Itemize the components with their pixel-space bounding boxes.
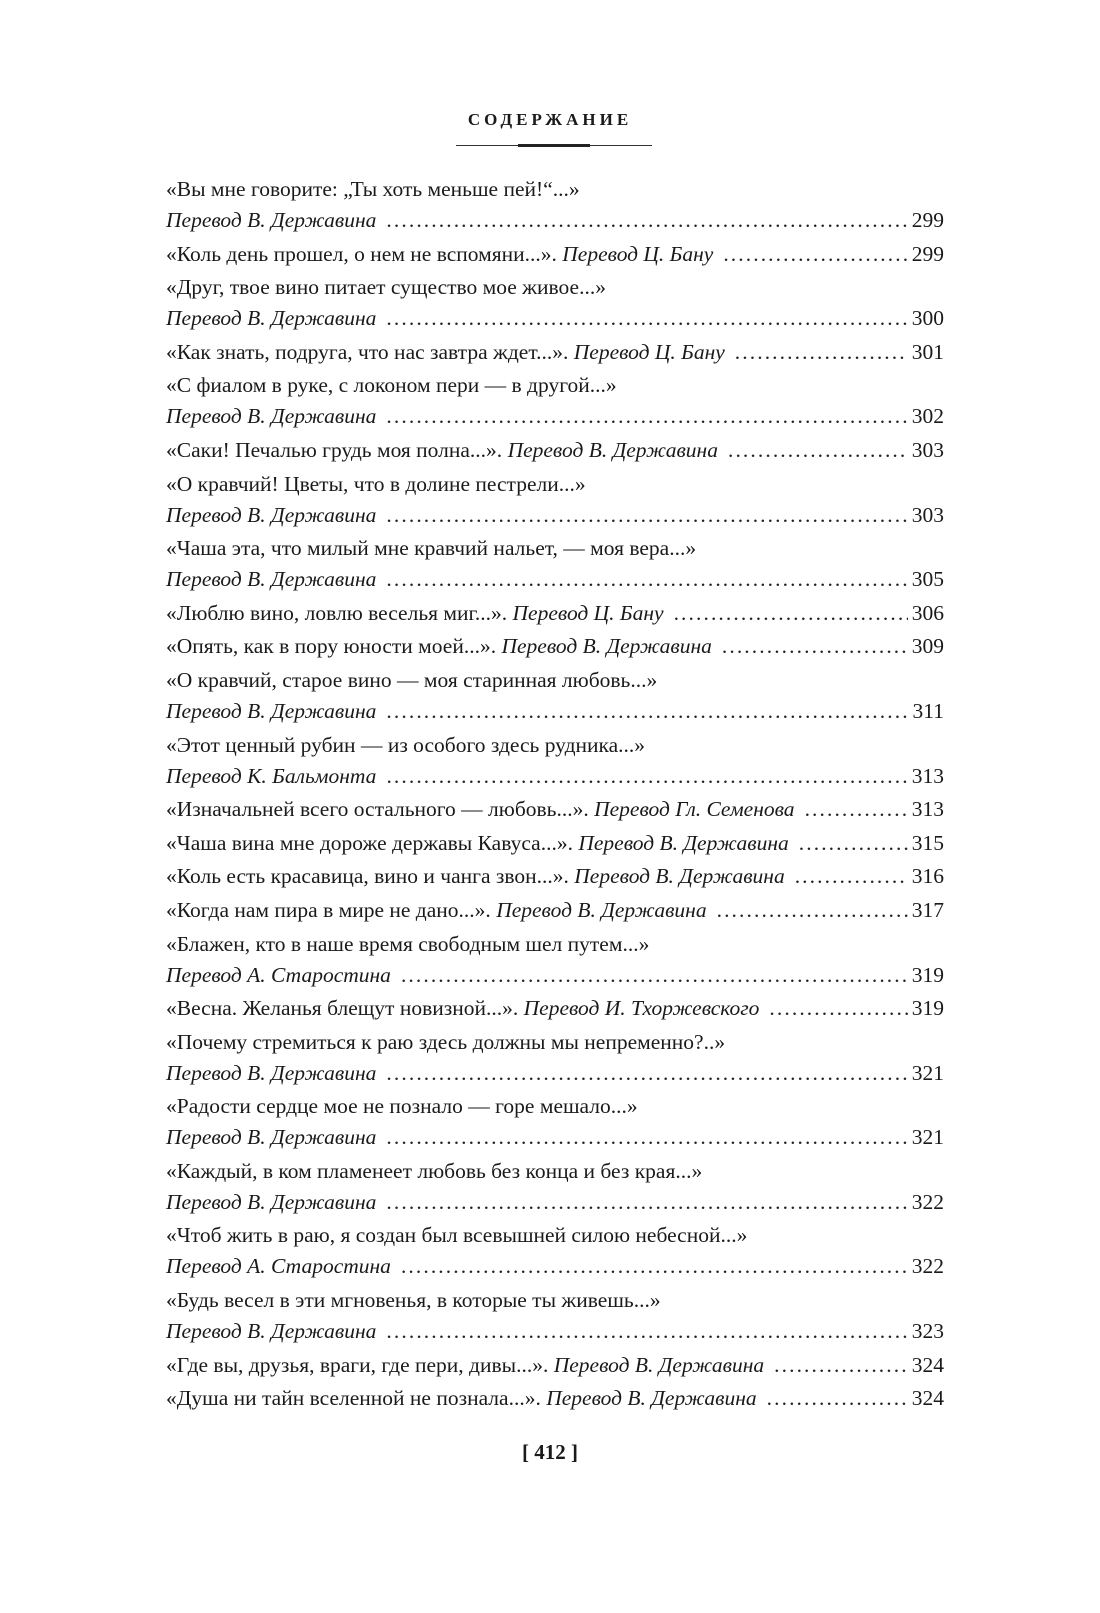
- dot-leader: [386, 205, 907, 236]
- translator: Перевод И. Тхоржевского: [523, 996, 760, 1021]
- poem-title: «Друг, твое вино питает существо мое живое...»: [166, 275, 606, 300]
- translator: Перевод В. Державина: [166, 698, 377, 723]
- dot-leader: [386, 1316, 907, 1347]
- head-rule-accent: [518, 144, 590, 147]
- dot-leader: [386, 500, 907, 531]
- dot-leader: [386, 1058, 907, 1089]
- toc-entry-translator-line: [166, 564, 944, 595]
- poem-title: «Этот ценный рубин — из особого здесь рудника...»: [166, 732, 646, 757]
- toc-entry: [166, 1350, 944, 1381]
- running-head: СОДЕРЖАНИЕ: [467, 110, 633, 129]
- page-ref: 313: [911, 797, 944, 822]
- translator: Перевод В. Державина: [166, 567, 377, 592]
- page-ref: 316: [911, 864, 944, 889]
- toc-entry-translator-line: [166, 1316, 944, 1347]
- page-ref: 302: [911, 404, 944, 429]
- dot-leader: [386, 401, 907, 432]
- poem-title: «Чтоб жить в раю, я создан был всевышней силою небесной...»: [166, 1223, 748, 1248]
- page-ref: 313: [911, 763, 944, 788]
- translator: Перевод В. Державина: [501, 634, 712, 659]
- toc-entry-translator-line: [166, 696, 944, 727]
- dot-leader: [386, 303, 907, 334]
- page-ref: 309: [911, 634, 944, 659]
- dot-leader: [401, 1251, 908, 1282]
- translator: Перевод В. Державина: [507, 437, 718, 462]
- toc-entry: [166, 1383, 944, 1414]
- poem-title: «Весна. Желанья блещут новизной...».: [166, 996, 519, 1021]
- translator: Перевод В. Державина: [574, 864, 785, 889]
- translator: Перевод В. Державина: [166, 404, 377, 429]
- page-ref: 317: [911, 897, 944, 922]
- poem-title: «Каждый, в ком пламенеет любовь без конца и без края...»: [166, 1158, 703, 1183]
- page-ref: 324: [911, 1352, 944, 1377]
- toc-entry-title-line: [166, 1220, 944, 1251]
- poem-title: «Чаша вина мне дороже державы Кавуса...».: [166, 830, 573, 855]
- toc-entry-line: [166, 1383, 944, 1414]
- toc-entry: [166, 337, 944, 368]
- page-ref: 321: [911, 1060, 944, 1085]
- dot-leader: [767, 1383, 908, 1414]
- table-of-contents: [166, 174, 944, 1417]
- toc-entry-title-line: [166, 370, 944, 401]
- toc-entry: [166, 598, 944, 629]
- toc-entry-translator-line: [166, 1251, 944, 1282]
- poem-title: «Вы мне говорите: „Ты хоть меньше пей!“...»: [166, 177, 580, 201]
- toc-entry-translator-line: [166, 960, 944, 991]
- toc-entry-translator-line: [166, 1122, 944, 1153]
- toc-entry: [166, 1091, 944, 1153]
- page-ref: 322: [911, 1254, 944, 1279]
- dot-leader: [799, 828, 908, 859]
- translator: Перевод В. Державина: [578, 830, 789, 855]
- dot-leader: [386, 696, 908, 727]
- toc-entry: [166, 895, 944, 926]
- poem-title: «Когда нам пира в мире не дано...».: [166, 897, 491, 922]
- toc-entry-translator-line: [166, 401, 944, 432]
- dot-leader: [674, 598, 908, 629]
- translator: Перевод К. Бальмонта: [166, 763, 377, 788]
- poem-title: «Будь весел в эти мгновенья, в которые ты живешь...»: [166, 1288, 661, 1313]
- page-ref: 299: [911, 208, 944, 232]
- toc-entry-title-line: [166, 174, 944, 205]
- poem-title: «Коль есть красавица, вино и чанга звон...».: [166, 864, 569, 889]
- toc-entry-line: [166, 794, 944, 825]
- toc-entry: [166, 272, 944, 334]
- toc-entry-translator-line: [166, 1187, 944, 1218]
- toc-entry: [166, 435, 944, 466]
- dot-leader: [386, 761, 907, 792]
- dot-leader: [728, 435, 908, 466]
- toc-entry-line: [166, 631, 944, 662]
- toc-entry-title-line: [166, 272, 944, 303]
- toc-entry-line: [166, 598, 944, 629]
- toc-entry-title-line: [166, 1285, 944, 1316]
- toc-entry: [166, 174, 944, 236]
- toc-entry-line: [166, 435, 944, 466]
- poem-title: «Где вы, друзья, враги, где пери, дивы...».: [166, 1352, 549, 1377]
- translator: Перевод А. Старостина: [166, 1254, 391, 1279]
- dot-leader: [805, 794, 908, 825]
- toc-entry: [166, 730, 944, 792]
- dot-leader: [723, 239, 907, 270]
- translator: Перевод Ц. Бану: [573, 339, 725, 364]
- translator: Перевод В. Державина: [553, 1352, 765, 1377]
- page-ref: 303: [911, 437, 944, 462]
- toc-entry: [166, 861, 944, 892]
- toc-entry: [166, 370, 944, 432]
- toc-entry-title-line: [166, 1027, 944, 1058]
- toc-entry-title-line: [166, 730, 944, 761]
- translator: Перевод В. Державина: [496, 897, 707, 922]
- page-ref: 305: [911, 567, 944, 592]
- translator: Перевод В. Державина: [166, 1319, 377, 1344]
- toc-entry: [166, 665, 944, 727]
- toc-entry: [166, 1156, 944, 1218]
- toc-entry-title-line: [166, 929, 944, 960]
- toc-entry-line: [166, 828, 944, 859]
- toc-entry-translator-line: [166, 761, 944, 792]
- translator: Перевод В. Державина: [166, 208, 377, 232]
- poem-title: «Блажен, кто в наше время свободным шел путем...»: [166, 931, 650, 956]
- page-ref: 319: [911, 996, 944, 1021]
- toc-entry-line: [166, 861, 944, 892]
- toc-entry-translator-line: [166, 1058, 944, 1089]
- page-ref: 311: [912, 698, 944, 723]
- toc-entry-title-line: [166, 665, 944, 696]
- toc-entry-line: [166, 1350, 944, 1381]
- poem-title: «Опять, как в пору юности моей...».: [166, 634, 497, 659]
- toc-entry-line: [166, 337, 944, 368]
- translator: Перевод Гл. Семенова: [594, 797, 795, 822]
- poem-title: «Изначальней всего остального — любовь...».: [166, 797, 589, 822]
- page-ref: 303: [911, 502, 944, 527]
- toc-entry: [166, 1220, 944, 1282]
- translator: Перевод А. Старостина: [166, 962, 391, 987]
- toc-entry-title-line: [166, 1091, 944, 1122]
- page-ref: 323: [911, 1319, 944, 1344]
- translator: Перевод В. Державина: [166, 1189, 377, 1214]
- toc-entry-title-line: [166, 469, 944, 500]
- dot-leader: [735, 337, 908, 368]
- poem-title: «Чаша эта, что милый мне кравчий нальет, — моя вера...»: [166, 536, 697, 561]
- toc-entry-translator-line: [166, 500, 944, 531]
- poem-title: «Почему стремиться к раю здесь должны мы непременно?..»: [166, 1029, 726, 1054]
- poem-title: «О кравчий! Цветы, что в долине пестрели...»: [166, 471, 586, 496]
- toc-entry: [166, 794, 944, 825]
- poem-title: «Коль день прошел, о нем не вспомяни...».: [166, 241, 557, 266]
- dot-leader: [401, 960, 908, 991]
- toc-entry: [166, 631, 944, 662]
- page-ref: 300: [911, 306, 944, 331]
- translator: Перевод В. Державина: [166, 1060, 377, 1085]
- translator: Перевод Ц. Бану: [562, 241, 714, 266]
- toc-entry-line: [166, 239, 944, 270]
- poem-title: «Саки! Печалью грудь моя полна...».: [166, 437, 503, 462]
- poem-title: «Душа ни тайн вселенной не познала...».: [166, 1386, 541, 1411]
- toc-entry-translator-line: [166, 303, 944, 334]
- poem-title: «Как знать, подруга, что нас завтра ждет...».: [166, 339, 569, 364]
- toc-entry: [166, 533, 944, 595]
- dot-leader: [386, 564, 907, 595]
- toc-entry: [166, 929, 944, 991]
- toc-entry-line: [166, 993, 944, 1024]
- poem-title: «С фиалом в руке, с локоном пери — в другой...»: [166, 373, 617, 398]
- translator: Перевод В. Державина: [166, 306, 377, 331]
- page-ref: 299: [911, 241, 944, 266]
- toc-entry: [166, 1285, 944, 1347]
- toc-entry: [166, 828, 944, 859]
- toc-entry: [166, 469, 944, 531]
- translator: Перевод В. Державина: [166, 1125, 377, 1150]
- dot-leader: [774, 1350, 908, 1381]
- dot-leader: [722, 631, 908, 662]
- page-number: [ 412 ]: [522, 1440, 578, 1464]
- dot-leader: [386, 1122, 907, 1153]
- page-ref: 315: [911, 830, 944, 855]
- page-ref: 301: [911, 339, 944, 364]
- dot-leader: [769, 993, 907, 1024]
- poem-title: «Радости сердце мое не познало — горе мешало...»: [166, 1094, 638, 1119]
- toc-entry-title-line: [166, 1156, 944, 1187]
- page-ref: 306: [911, 600, 944, 625]
- page-ref: 319: [911, 962, 944, 987]
- toc-entry: [166, 1027, 944, 1089]
- poem-title: «О кравчий, старое вино — моя старинная любовь...»: [166, 667, 658, 692]
- dot-leader: [717, 895, 908, 926]
- dot-leader: [795, 861, 908, 892]
- translator: Перевод В. Державина: [546, 1386, 757, 1411]
- page-ref: 321: [911, 1125, 944, 1150]
- translator: Перевод В. Державина: [166, 502, 377, 527]
- dot-leader: [386, 1187, 907, 1218]
- poem-title: «Люблю вино, ловлю веселья миг...».: [166, 600, 508, 625]
- page-ref: 322: [911, 1189, 944, 1214]
- page-ref: 324: [911, 1386, 944, 1411]
- toc-entry: [166, 239, 944, 270]
- toc-entry: [166, 993, 944, 1024]
- toc-entry-title-line: [166, 533, 944, 564]
- toc-entry-line: [166, 895, 944, 926]
- translator: Перевод Ц. Бану: [512, 600, 664, 625]
- toc-entry-translator-line: [166, 205, 944, 236]
